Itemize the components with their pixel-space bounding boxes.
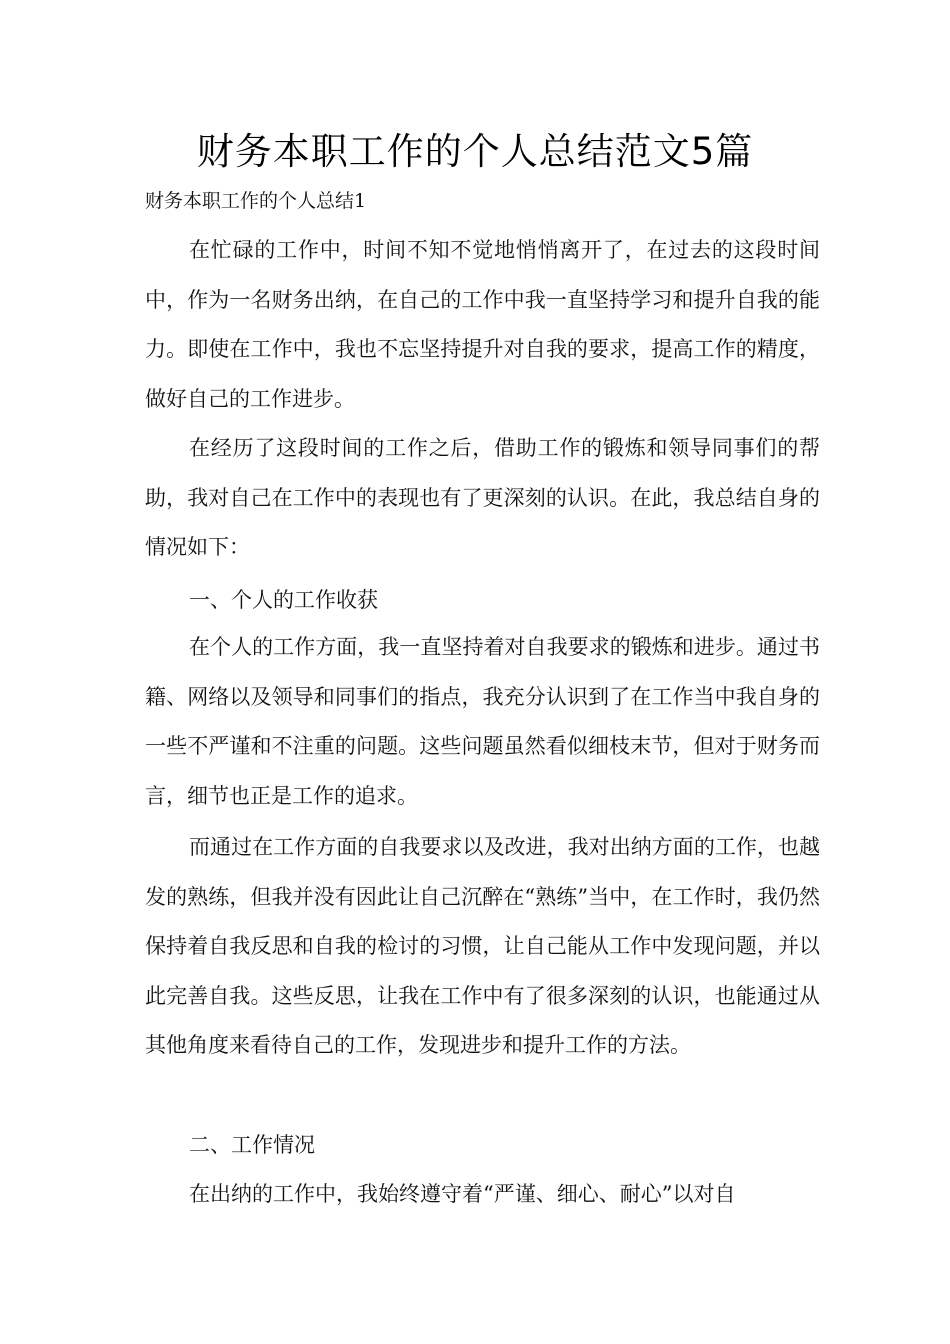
paragraph-improvement: 而通过在工作方面的自我要求以及改进，我对出纳方面的工作，也越发的熟练，但我并没有因此让自己沉醉在“熟练”当中，在工作时，我仍然保持着自我反思和自我的检讨的习惯，让自己能从工作中发现问题，并以此完善自我。这些反思，让我在工作中有了很多深刻的认识，也能通过从其他角度来看待自己的工作，发现进步和提升工作的方法。 — [145, 835, 820, 1058]
paragraph-intro: 在忙碌的工作中，时间不知不觉地悄悄离开了，在过去的这段时间中，作为一名财务出纳，在自己的工作中我一直坚持学习和提升自我的能力。即使在工作中，我也不忘坚持提升对自我的要求，提高工作的精度，做好自己的工作进步。 — [145, 238, 820, 411]
section-heading-work: 二、工作情况 — [189, 1133, 315, 1157]
document-subtitle: 财务本职工作的个人总结1 — [145, 190, 367, 212]
section-heading-gains: 一、个人的工作收获 — [189, 588, 378, 612]
document-title: 财务本职工作的个人总结范文5篇 — [196, 130, 754, 173]
paragraph-gains: 在个人的工作方面，我一直坚持着对自我要求的锻炼和进步。通过书籍、网络以及领导和同事们的指点，我充分认识到了在工作当中我自身的一些不严谨和不注重的问题。这些问题虽然看似细枝末节，但对于财务而言，细节也正是工作的追求。 — [145, 635, 820, 808]
paragraph-summary: 在经历了这段时间的工作之后，借助工作的锻炼和领导同事们的帮助，我对自己在工作中的表现也有了更深刻的认识。在此，我总结自身的情况如下： — [145, 436, 820, 560]
paragraph-work: 在出纳的工作中，我始终遵守着“严谨、细心、耐心”以对自 — [189, 1182, 736, 1206]
